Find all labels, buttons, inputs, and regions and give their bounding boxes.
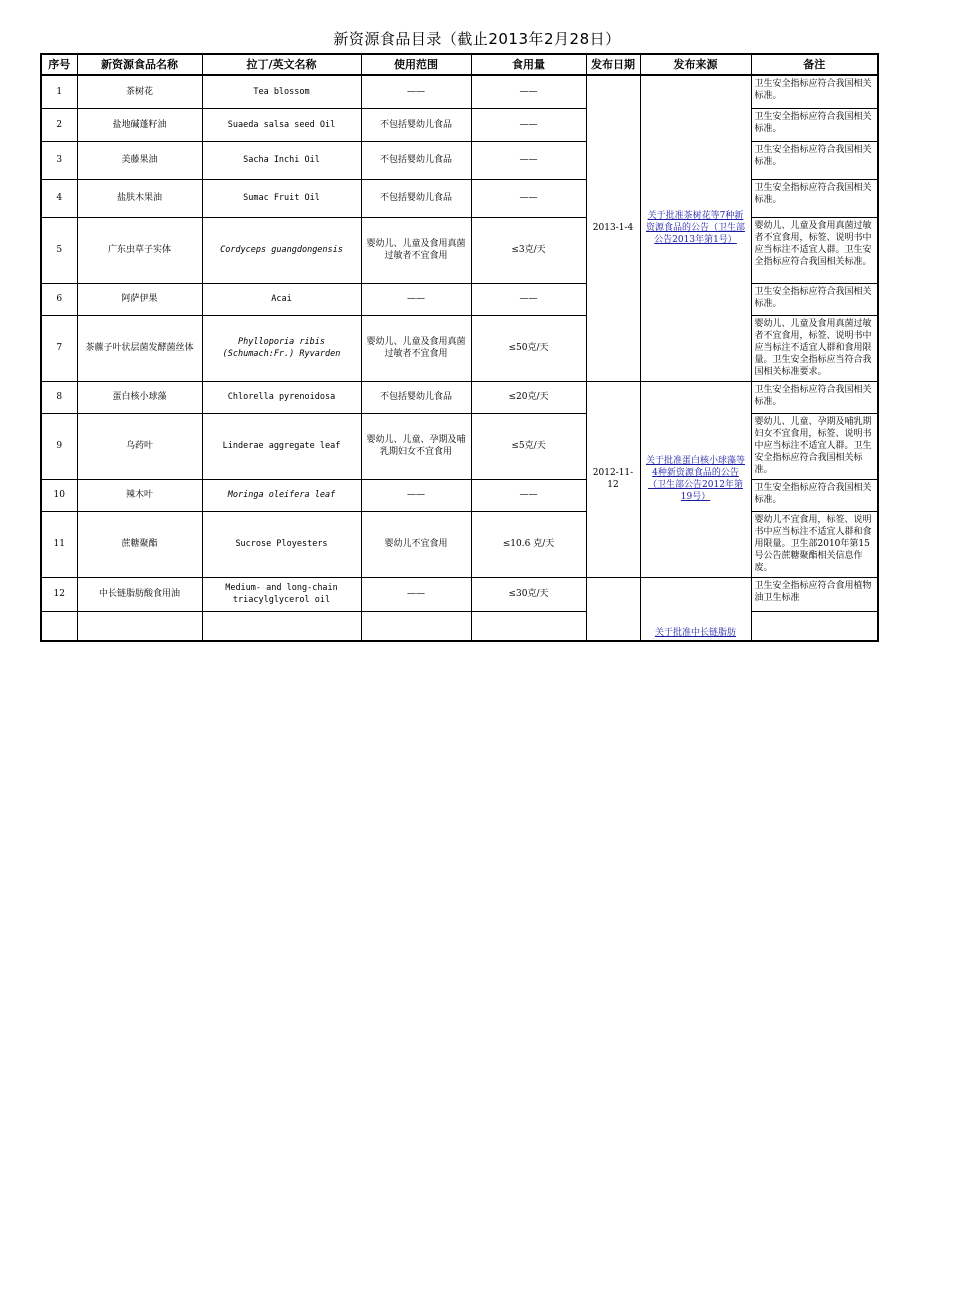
cell-no: 8 — [41, 381, 77, 413]
cell-name: 广东虫草子实体 — [77, 217, 202, 283]
cell-note: 卫生安全指标应符合食用植物油卫生标准 — [751, 577, 878, 611]
cell-latin: Suaeda salsa seed Oil — [202, 108, 361, 141]
cell-note — [751, 611, 878, 641]
cell-amount: —— — [471, 141, 586, 179]
cell-note: 卫生安全指标应符合我国相关标准。 — [751, 179, 878, 217]
cell-no: 5 — [41, 217, 77, 283]
cell-note: 婴幼儿、儿童及食用真菌过敏者不宜食用，标签、说明书中应当标注不适宜人群和食用限量。卫生安全指标应当符合我国相关标准要求。 — [751, 315, 878, 381]
table-row — [41, 611, 878, 641]
catalog-table — [40, 53, 879, 642]
cell-no — [41, 611, 77, 641]
cell-amount: —— — [471, 179, 586, 217]
cell-latin — [202, 315, 361, 381]
cell-name: 盐地碱蓬籽油 — [77, 108, 202, 141]
cell-scope — [361, 611, 471, 641]
cell-scope: —— — [361, 577, 471, 611]
cell-note: 卫生安全指标应符合我国相关标准。 — [751, 381, 878, 413]
cell-no: 10 — [41, 479, 77, 511]
table-row — [41, 315, 878, 381]
cell-name: 阿萨伊果 — [77, 283, 202, 315]
cell-note: 婴幼儿不宜食用，标签、说明书中应当标注不适宜人群和食用限量。卫生部2010年第15号公告蔗糖聚酯相关信息作废。 — [751, 511, 878, 577]
cell-no: 6 — [41, 283, 77, 315]
page-title: 新资源食品目录（截止2013年2月28日） — [333, 30, 621, 48]
source-link[interactable]: 关于批准茶树花等7种新资源食品的公告（卫生部公告2013年第1号） — [645, 211, 745, 246]
cell-note: 卫生安全指标应符合我国相关标准。 — [751, 141, 878, 179]
header-scope: 使用范围 — [361, 54, 471, 75]
cell-no: 7 — [41, 315, 77, 381]
cell-name: 中长链脂肪酸食用油 — [77, 577, 202, 611]
cell-name: 乌药叶 — [77, 413, 202, 479]
cell-latin: Sumac Fruit Oil — [202, 179, 361, 217]
table-row — [41, 217, 878, 283]
table-row — [41, 381, 878, 413]
latin-text: Cordyceps guangdongensis — [220, 245, 343, 255]
cell-name: 盐肤木果油 — [77, 179, 202, 217]
cell-name — [77, 611, 202, 641]
table-row — [41, 75, 878, 108]
table-row — [41, 108, 878, 141]
header-note: 备注 — [751, 54, 878, 75]
cell-amount — [471, 611, 586, 641]
cell-latin: Sucrose Ployesters — [202, 511, 361, 577]
latin-text: Moringa oleifera leaf — [227, 490, 336, 500]
cell-amount: —— — [471, 479, 586, 511]
cell-date — [586, 577, 640, 641]
cell-source — [640, 75, 751, 381]
table-row — [41, 479, 878, 511]
cell-amount: ≤30克/天 — [471, 577, 586, 611]
cell-no: 2 — [41, 108, 77, 141]
cell-name: 辣木叶 — [77, 479, 202, 511]
cell-name: 蛋白核小球藻 — [77, 381, 202, 413]
cell-latin: Chlorella pyrenoidosa — [202, 381, 361, 413]
cell-scope: —— — [361, 283, 471, 315]
cell-latin — [202, 479, 361, 511]
cell-date: 2012-11-12 — [586, 381, 640, 577]
header-date: 发布日期 — [586, 54, 640, 75]
cell-note: 卫生安全指标应符合我国相关标准。 — [751, 108, 878, 141]
header-no: 序号 — [41, 54, 77, 75]
cell-note: 婴幼儿、儿童、孕期及哺乳期妇女不宜食用，标签、说明书中应当标注不适宜人群。卫生安全指标应符合我国相关标准。 — [751, 413, 878, 479]
table-row — [41, 577, 878, 611]
header-latin: 拉丁/英文名称 — [202, 54, 361, 75]
header-name: 新资源食品名称 — [77, 54, 202, 75]
cell-date: 2013-1-4 — [586, 75, 640, 381]
cell-source — [640, 381, 751, 577]
cell-amount: ≤3克/天 — [471, 217, 586, 283]
cell-name: 茶树花 — [77, 75, 202, 108]
cell-latin: Acai — [202, 283, 361, 315]
cell-scope: 不包括婴幼儿食品 — [361, 108, 471, 141]
source-link[interactable]: 关于批准蛋白核小球藻等4种新资源食品的公告（卫生部公告2012年第19号） — [645, 456, 745, 502]
cell-latin: Medium- and long-chain triacylglycerol oil — [202, 577, 361, 611]
cell-latin — [202, 611, 361, 641]
cell-scope: —— — [361, 75, 471, 108]
cell-amount: —— — [471, 75, 586, 108]
table-row — [41, 283, 878, 315]
cell-latin: Linderae aggregate leaf — [202, 413, 361, 479]
source-link[interactable]: 关于批准中长链脂肪 — [654, 628, 736, 638]
cell-name: 美藤果油 — [77, 141, 202, 179]
cell-scope: 婴幼儿不宜食用 — [361, 511, 471, 577]
cell-note: 婴幼儿、儿童及食用真菌过敏者不宜食用，标签、说明书中应当标注不适宜人群。卫生安全指标应符合我国相关标准。 — [751, 217, 878, 283]
table-row — [41, 511, 878, 577]
cell-no: 9 — [41, 413, 77, 479]
cell-no: 1 — [41, 75, 77, 108]
cell-amount: ≤5克/天 — [471, 413, 586, 479]
cell-amount: —— — [471, 108, 586, 141]
cell-amount: —— — [471, 283, 586, 315]
cell-amount: ≤20克/天 — [471, 381, 586, 413]
cell-scope: —— — [361, 479, 471, 511]
cell-latin: Tea blossom — [202, 75, 361, 108]
cell-scope: 婴幼儿、儿童及食用真菌过敏者不宜食用 — [361, 217, 471, 283]
cell-no: 3 — [41, 141, 77, 179]
cell-amount: ≤10.6 克/天 — [471, 511, 586, 577]
latin-text: Phylloporia ribis (Schumach:Fr.) Ryvarden — [222, 337, 341, 359]
cell-latin — [202, 217, 361, 283]
table-row — [41, 141, 878, 179]
cell-note: 卫生安全指标应符合我国相关标准。 — [751, 75, 878, 108]
header-amount: 食用量 — [471, 54, 586, 75]
cell-name: 茶藨子叶状层菌发酵菌丝体 — [77, 315, 202, 381]
cell-scope: 不包括婴幼儿食品 — [361, 179, 471, 217]
header-row — [41, 54, 878, 75]
cell-scope: 不包括婴幼儿食品 — [361, 141, 471, 179]
table-row — [41, 413, 878, 479]
cell-note: 卫生安全指标应符合我国相关标准。 — [751, 283, 878, 315]
cell-latin: Sacha Inchi Oil — [202, 141, 361, 179]
cell-amount: ≤50克/天 — [471, 315, 586, 381]
table-row — [41, 179, 878, 217]
cell-note: 卫生安全指标应符合我国相关标准。 — [751, 479, 878, 511]
cell-scope: 婴幼儿、儿童及食用真菌过敏者不宜食用 — [361, 315, 471, 381]
cell-no: 4 — [41, 179, 77, 217]
cell-source — [640, 577, 751, 641]
cell-scope: 婴幼儿、儿童、孕期及哺乳期妇女不宜食用 — [361, 413, 471, 479]
cell-scope: 不包括婴幼儿食品 — [361, 381, 471, 413]
catalog-sheet — [40, 53, 877, 638]
cell-no: 11 — [41, 511, 77, 577]
header-source: 发布来源 — [640, 54, 751, 75]
cell-no: 12 — [41, 577, 77, 611]
cell-name: 蔗糖聚酯 — [77, 511, 202, 577]
